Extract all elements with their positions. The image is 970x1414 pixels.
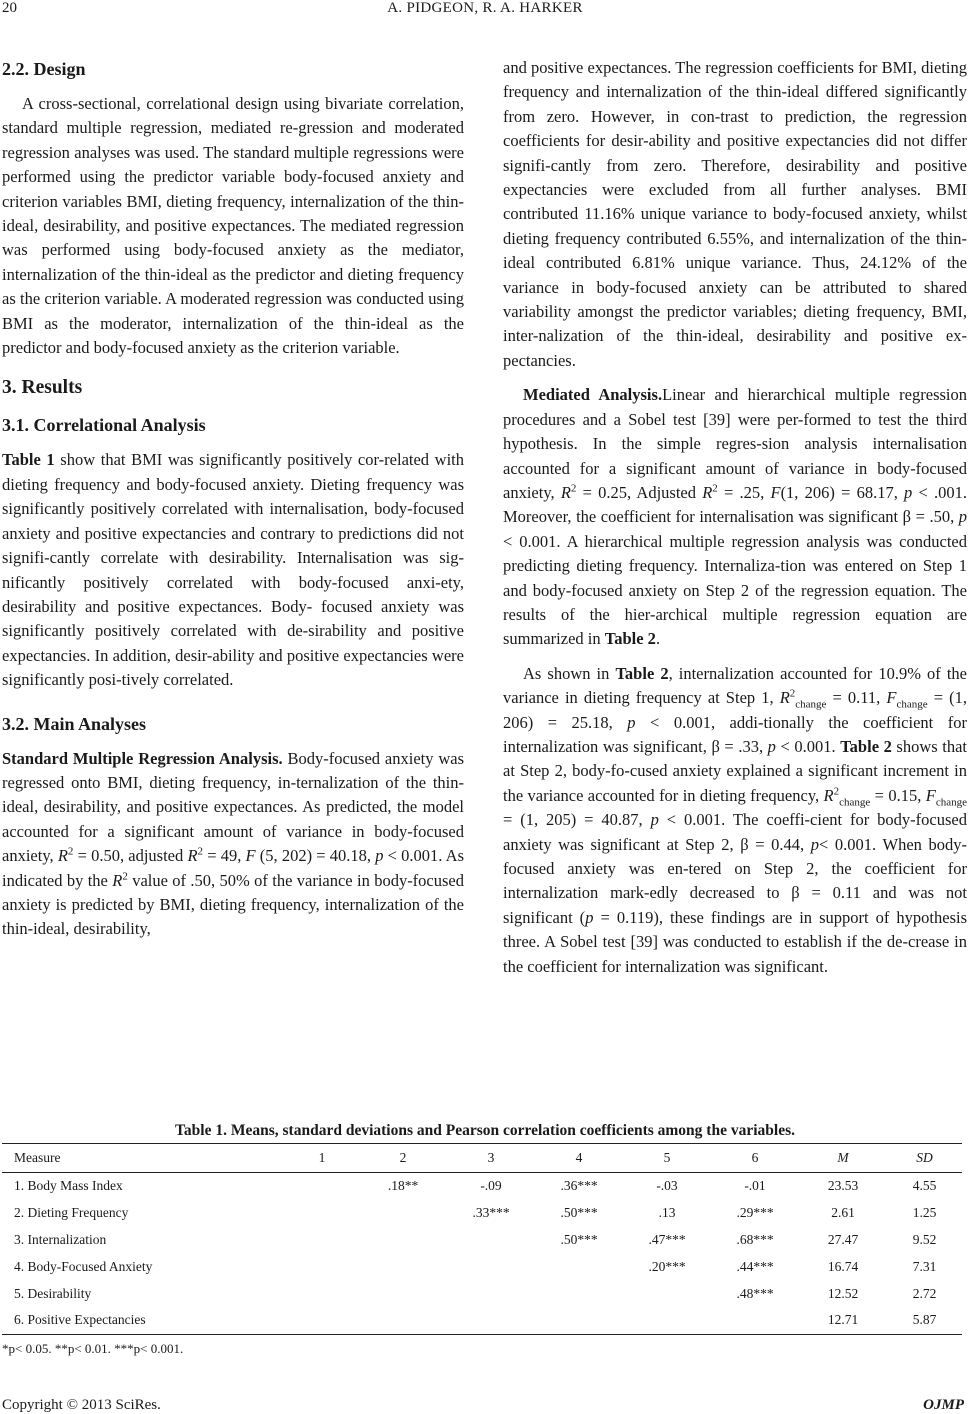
table-cell (285, 1227, 359, 1254)
running-head-authors: A. PIDGEON, R. A. HARKER (387, 0, 583, 16)
table-cell (711, 1307, 799, 1334)
table-cell: .48*** (736, 1285, 774, 1301)
table-cell (359, 1307, 447, 1334)
table-cell: .20*** (648, 1258, 686, 1274)
table-cell (447, 1307, 535, 1334)
table-1-footnote: *p< 0.05. **p< 0.01. ***p< 0.001. (2, 1341, 184, 1356)
table-cell: .50*** (560, 1205, 598, 1221)
smr-run-in-heading: Standard Multiple Regression Analysis. (2, 748, 283, 768)
col-header-4: 4 (535, 1144, 623, 1173)
table-row (2, 1227, 962, 1254)
table-cell: .29*** (736, 1205, 774, 1221)
table-cell: 12.71 (799, 1307, 887, 1334)
table-cell (285, 1253, 359, 1280)
table-cell: 3. Internalization (14, 1231, 107, 1247)
table-cell (623, 1280, 711, 1307)
table-cell (285, 1200, 359, 1227)
col-header-sd: SD (887, 1144, 962, 1173)
table-header-row (2, 1144, 962, 1173)
table-cell (447, 1253, 535, 1280)
table-2-ref: Table 2 (604, 629, 656, 649)
table-cell: 5. Desirability (14, 1285, 92, 1301)
table-cell: -.09 (480, 1178, 502, 1194)
table-cell: 9.52 (912, 1231, 937, 1247)
table-cell (535, 1280, 623, 1307)
table-cell: .36*** (560, 1178, 598, 1194)
col-header-2: 2 (359, 1144, 447, 1173)
table-cell: 2.61 (831, 1205, 855, 1221)
table-cell: 23.53 (827, 1178, 859, 1194)
table-cell: 12.52 (827, 1285, 859, 1301)
table-cell: 2. Dieting Frequency (14, 1205, 129, 1221)
design-paragraph: A cross-sectional, correlational design using bivariate correlation, standard multiple regression, mediated re-gression and moderated regression analyses was used. The standard multiple regressions were performed using the predictor variable body-focused anxiety and criterion variables BMI, dieting frequency, internalization of the thin-ideal, desirability, and positive expectances. The mediated regression was performed using body-focused anxiety as the mediator, internalization of the thin-ideal as the predictor and dieting frequency as the criterion variable. A moderated regression was conducted using BMI as the moderator, internalization of the thin-ideal as the predictor and body-focused anxiety as the criterion variable. (2, 94, 464, 358)
table-1 (2, 1143, 962, 1335)
right-column (503, 56, 967, 979)
table-cell: -.01 (744, 1178, 766, 1194)
page-number: 20 (2, 0, 17, 16)
main-analyses-heading: 3.2. Main Analyses (2, 713, 147, 734)
design-heading: 2.2. Design (2, 59, 86, 79)
table-cell (535, 1307, 623, 1334)
running-header (0, 0, 970, 24)
table-cell: 2.72 (912, 1285, 937, 1301)
regression-continued-paragraph: and positive expectances. The regression coefficients for BMI, dieting frequency and internalization of the thin-ideal differed significantly from zero. However, in con-trast to prediction, the regression coefficients for desir-ability and positive expectancies did not differ signifi-cantly from zero. Therefore, desirability and positive expectancies were excluded from all further analyses. BMI contributed 11.16% unique variance to body-focused anxiety, whilst dieting frequency contributed 6.55%, and internalization of the thin-ideal contributed 6.81% unique variance. Thus, 24.12% of the variance in body-focused anxiety can be attributed to shared variability amongst the predictor variables; dieting frequency, BMI, inter-nalization of the thin-ideal, desirability and positive ex-pectancies. (503, 58, 967, 370)
table-cell (359, 1227, 447, 1254)
col-header-5: 5 (623, 1144, 711, 1173)
hierarchical-results-paragraph: As shown in Table 2, internalization accounted for 10.9% of the variance in dieting frequency at Step 1, $R^2_{change} = 0.11$, $F_{change} = (1$, 206) = 25.18, p < 0.001, addi-tionally the coefficient for internalization was significant, β = .33, p < 0.001. Table 2 shows that at Step 2, body-fo-cused anxiety explained a significant increment in the variance accounted for in dieting frequency, $R^2_{change} = 0.15$, $F_{change} = (1$, 205) = 40.87, p < 0.001. The coeffi-cient for body-focused anxiety was significant at Step 2, β = 0.44, p< 0.001. When body-focused anxiety was en-tered on Step 2, the coefficient for internalization mark-edly decreased to β = 0.11 and was not significant (p = 0.119), these findings are in support of hypothesis three. A Sobel test [39] was conducted to establish if the de-crease in the coefficient for internalization was significant. (503, 663, 967, 976)
table-cell (285, 1280, 359, 1307)
copyright-notice: Copyright © 2013 SciRes. (2, 1397, 161, 1413)
col-header-6: 6 (711, 1144, 799, 1173)
col-header-measure: Measure (2, 1144, 285, 1173)
table-cell: 5.87 (887, 1307, 962, 1334)
table-cell: .33*** (472, 1205, 510, 1221)
table-cell: .13 (658, 1205, 676, 1221)
table-cell (359, 1200, 447, 1227)
table-cell: 4.55 (912, 1178, 937, 1194)
table-cell: .68*** (736, 1231, 774, 1247)
table-row (2, 1173, 962, 1200)
table-cell (359, 1253, 447, 1280)
table-cell (535, 1253, 623, 1280)
table-row (2, 1253, 962, 1280)
table-row (2, 1200, 962, 1227)
table-cell: 16.74 (827, 1258, 859, 1274)
correlational-paragraph: Table 1 show that BMI was significantly positively cor-related with dieting frequency and body-focused anxiety. Dieting frequency was significantly positively correlated with internalisation, body-focused anxiety and positive expectancies and contrary to predictions did not signifi-cantly correlate with desirability. Internalisation was sig-nificantly positively correlated with body-focused anxi-ety, desirability and positive expectances. Body- focused anxiety was significantly positively correlated with de-sirability and positive expectancies. In addition, desir-ability and positive expectancies were significantly posi-tively correlated. (2, 450, 464, 690)
table-cell: 7.31 (912, 1258, 937, 1274)
table-1-caption: Table 1. Means, standard deviations and Pearson correlation coefficients among the variables. (175, 1122, 795, 1139)
table-row (2, 1280, 962, 1307)
table-cell (285, 1307, 359, 1334)
table-cell (623, 1307, 711, 1334)
table-cell: 6. Positive Expectancies (2, 1307, 285, 1334)
left-column (2, 56, 464, 942)
journal-abbreviation: OJMP (923, 1397, 964, 1413)
table-cell: .18** (387, 1178, 419, 1194)
table-cell: .44*** (736, 1258, 774, 1274)
table-cell: 4. Body-Focused Anxiety (14, 1258, 153, 1274)
table-cell: -.03 (656, 1178, 678, 1194)
smr-paragraph: Standard Multiple Regression Analysis. Body-focused anxiety was regressed onto BMI, dieting frequency, in-ternalization of the thin-ideal, desirability, and positive expectances. As predicted, the model accounted for a significant amount of variance in body-focused anxiety, $R^2 = 0.50$, adjusted $R^2 = 49$, F (5, 202) = 40.18, p < 0.001. As indicated by the $R^2$ value of .50, 50% of the variance in body-focused anxiety is predicted by BMI, dieting frequency, internalization of the thin-ideal, desirability, (2, 748, 464, 939)
table-cell (447, 1227, 535, 1254)
table-cell: 1. Body Mass Index (14, 1178, 123, 1194)
correlational-analysis-heading: 3.1. Correlational Analysis (2, 415, 206, 436)
col-header-1: 1 (285, 1144, 359, 1173)
col-header-mean: M (799, 1144, 887, 1173)
table-row (2, 1307, 962, 1334)
table-1-ref: Table 1 (2, 450, 55, 470)
table-cell (359, 1280, 447, 1307)
table-cell: .47*** (648, 1231, 686, 1247)
table-cell: 27.47 (827, 1231, 859, 1247)
mediated-run-in-heading: Mediated Analysis. (523, 385, 663, 405)
table-cell (447, 1280, 535, 1307)
table-cell (285, 1173, 359, 1200)
mediated-analysis-paragraph: Mediated Analysis.Linear and hierarchical multiple regression procedures and a Sobel test [39] were per-formed to test the third hypothesis. In the simple regres-sion analysis internalisation accounted for a significant amount of variance in body-focused anxiety, $R^2 = 0.25$, Adjusted $R^2 = .25$, F(1, 206) = 68.17, p < .001. Moreover, the coefficient for internalisation was significant β = .50, p < 0.001. A hierarchical multiple regression analysis was conducted predicting dieting frequency. Internaliza-tion was entered on Step 1 and body-focused anxiety on Step 2 of the regression equation. The results of the hier-archical multiple regression equation are summarized in Table 2. (503, 385, 968, 649)
results-heading: 3. Results (2, 377, 83, 399)
table-cell: 1.25 (912, 1205, 937, 1221)
table-cell: .50*** (560, 1231, 598, 1247)
col-header-3: 3 (447, 1144, 535, 1173)
